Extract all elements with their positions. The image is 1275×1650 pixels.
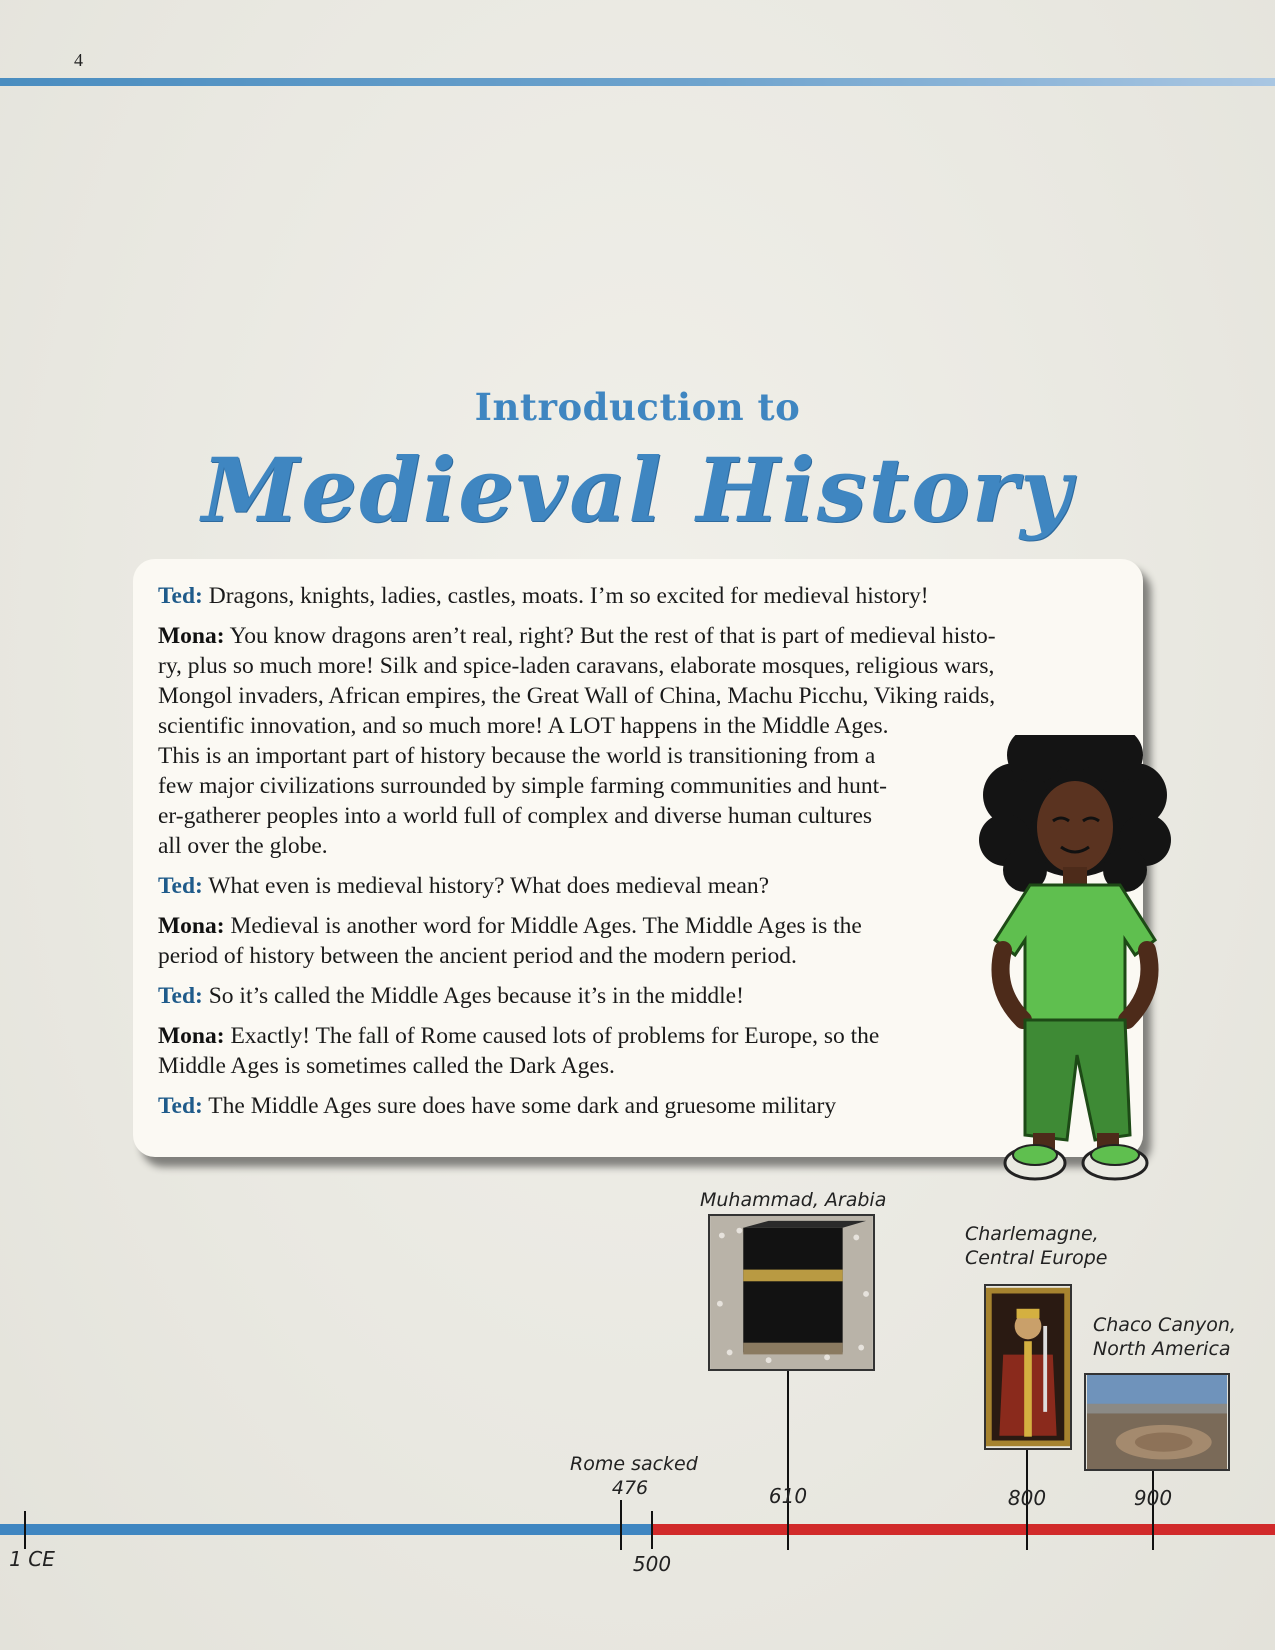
tick-500 xyxy=(651,1511,653,1549)
tick-476 xyxy=(620,1500,622,1550)
top-rule xyxy=(0,78,1275,86)
axis-year-mid: 500 xyxy=(632,1552,672,1576)
page-number: 4 xyxy=(74,50,83,70)
tick-900 xyxy=(1152,1470,1154,1550)
event-year-800: 800 xyxy=(1007,1486,1047,1510)
event-year-900: 900 xyxy=(1133,1486,1173,1510)
dialogue-text: ry, plus so much more! Silk and spice-laden caravans, elaborate mosques, religious wars, xyxy=(158,653,995,679)
event-label-muhammad: Muhammad, Arabia xyxy=(700,1189,887,1211)
dialogue-text-line xyxy=(158,681,1143,711)
speaker-name: Ted: xyxy=(158,1093,203,1119)
dialogue-text: Middle Ages is sometimes called the Dark Ages. xyxy=(158,1053,615,1079)
kaaba-photo xyxy=(708,1214,875,1371)
chaco-canyon-photo xyxy=(1084,1373,1230,1471)
dialogue-text: This is an important part of history because the world is transitioning from a xyxy=(158,743,876,769)
dialogue-text: So it’s called the Middle Ages because it’s in the middle! xyxy=(208,983,744,1009)
dialogue-text: er-gatherer peoples into a world full of complex and diverse human cultures xyxy=(158,803,873,829)
dialogue-text: What even is medieval history? What does medieval mean? xyxy=(208,873,770,899)
dialogue-text: Exactly! The fall of Rome caused lots of problems for Europe, so the xyxy=(230,1023,880,1049)
tick-1ce xyxy=(24,1511,26,1549)
dialogue-text: Dragons, knights, ladies, castles, moats. I’m so excited for medieval history! xyxy=(208,583,929,609)
dialogue-text: period of history between the ancient period and the modern period. xyxy=(158,943,797,969)
event-label-charlemagne: Charlemagne, Central Europe xyxy=(965,1223,1108,1269)
charlemagne-portrait xyxy=(984,1284,1072,1450)
event-label-rome-sacked: Rome sacked 476 xyxy=(570,1453,698,1499)
title-line-1: Introduction to xyxy=(474,385,801,429)
event-year-610: 610 xyxy=(768,1484,808,1508)
mona-character-illustration xyxy=(975,735,1175,1205)
dialogue-text: You know dragons aren’t real, right? But the rest of that is part of medieval histo- xyxy=(229,623,996,649)
dialogue-text-line xyxy=(158,621,1143,651)
speaker-name: Mona: xyxy=(158,1023,225,1049)
dialogue-text: The Middle Ages sure does have some dark and gruesome military xyxy=(208,1093,837,1119)
dialogue-text-line xyxy=(158,581,1143,611)
dialogue-text: scientific innovation, and so much more! A LOT happens in the Middle Ages. xyxy=(158,713,889,739)
dialogue-text-line xyxy=(158,651,1143,681)
tick-610 xyxy=(787,1370,789,1550)
event-label-chaco-canyon: Chaco Canyon, North America xyxy=(1093,1314,1236,1360)
dialogue-line xyxy=(158,581,1143,611)
axis-year-start: 1 CE xyxy=(9,1547,55,1571)
speaker-name: Ted: xyxy=(158,873,203,899)
timeline-axis-ancient xyxy=(0,1524,652,1535)
speaker-name: Mona: xyxy=(158,913,225,939)
speaker-name: Mona: xyxy=(158,623,225,649)
title-line-2: Medieval History xyxy=(201,438,1074,542)
dialogue-text: few major civilizations surrounded by simple farming communities and hunt- xyxy=(158,773,887,799)
dialogue-text: Medieval is another word for Middle Ages. The Middle Ages is the xyxy=(230,913,862,939)
speaker-name: Ted: xyxy=(158,983,203,1009)
speaker-name: Ted: xyxy=(158,583,203,609)
dialogue-text: all over the globe. xyxy=(158,833,328,859)
timeline-axis-medieval xyxy=(652,1524,1275,1535)
dialogue-text: Mongol invaders, African empires, the Great Wall of China, Machu Picchu, Viking raids, xyxy=(158,683,996,709)
